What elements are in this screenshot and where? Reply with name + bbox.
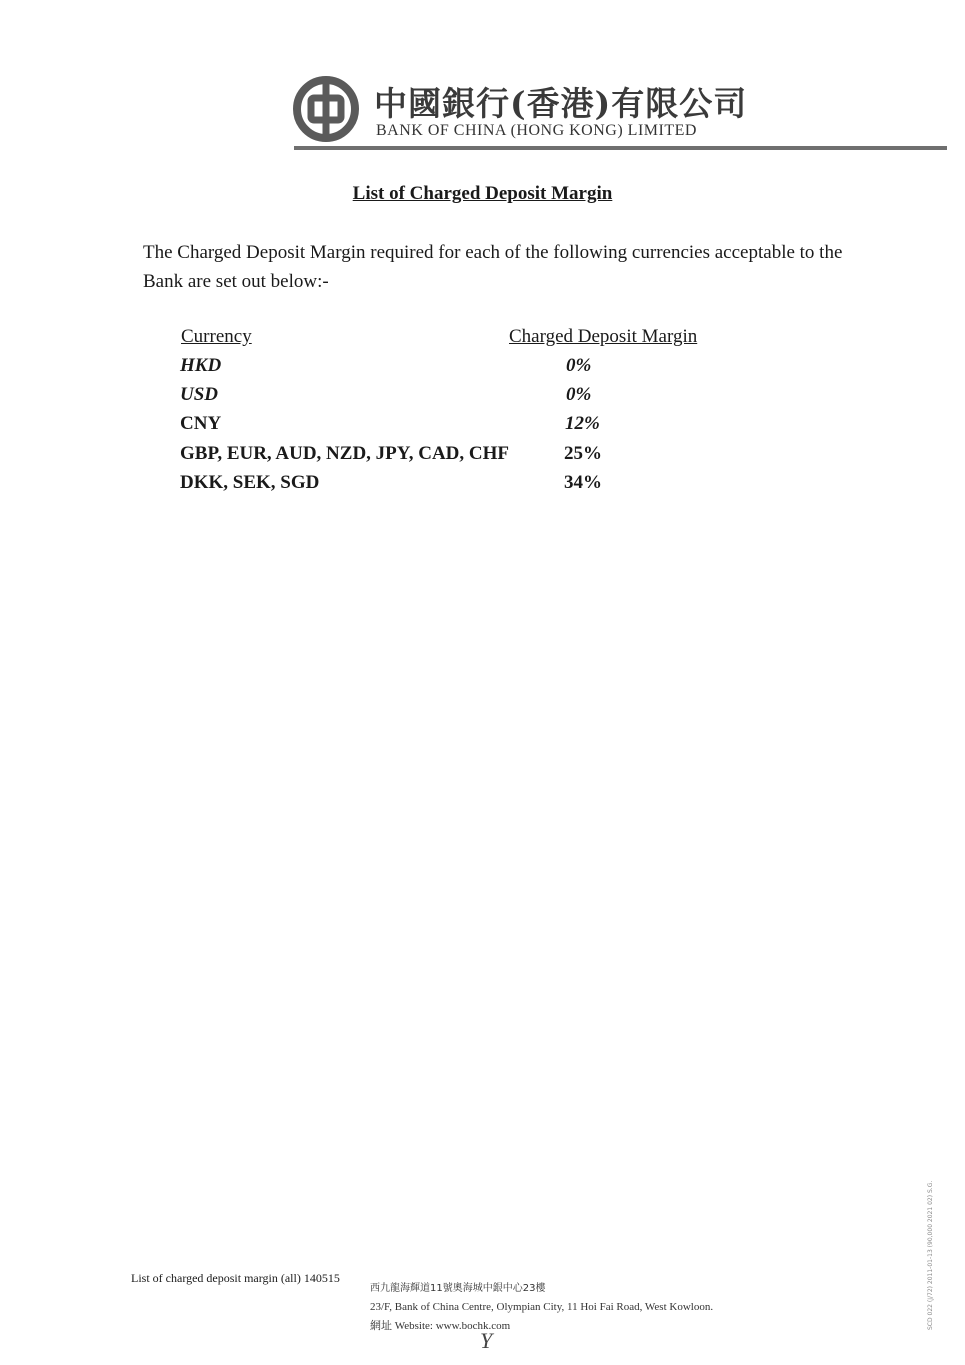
side-print-code: SCD 022 (J/72) 2011-01-13 (90,000 2021 02) S.G. (927, 1180, 934, 1330)
table-row (0, 384, 965, 413)
bank-name-chinese: 中國銀行(香港)有限公司 (374, 84, 748, 123)
address-chinese: 西九龍海輝道11號奧海城中銀中心23樓 (370, 1283, 546, 1294)
margin-cell: 0% (566, 384, 592, 405)
bank-of-china-logo-icon (293, 76, 359, 142)
currency-cell: USD (180, 384, 219, 405)
currency-cell: GBP, EUR, AUD, NZD, JPY, CAD, CHF (180, 443, 510, 464)
table-row (0, 413, 965, 442)
currency-cell: CNY (180, 413, 222, 434)
margin-cell: 25% (564, 443, 602, 464)
margin-cell: 12% (565, 413, 600, 434)
table-row (0, 355, 965, 384)
handwritten-initial: Y (480, 1328, 493, 1353)
intro-paragraph: The Charged Deposit Margin required for each of the following currencies acceptable to the Bank are set out below:- (143, 242, 843, 292)
website-link[interactable]: 網址 Website: www.bochk.com (370, 1320, 511, 1332)
address-english: 23/F, Bank of China Centre, Olympian City, 11 Hoi Fai Road, West Kowloon. (370, 1301, 714, 1313)
column-header-margin: Charged Deposit Margin (509, 326, 698, 347)
currency-cell: DKK, SEK, SGD (180, 472, 320, 493)
header-divider (294, 146, 947, 150)
table-row (0, 443, 965, 472)
document-reference: List of charged deposit margin (all) 140515 (131, 1271, 340, 1285)
document-title: List of Charged Deposit Margin (352, 183, 613, 204)
table-row (0, 472, 965, 501)
margin-cell: 34% (564, 472, 602, 493)
currency-cell: HKD (180, 355, 222, 376)
footer-address (370, 1279, 713, 1336)
margin-cell: 0% (566, 355, 592, 376)
column-header-currency: Currency (181, 326, 252, 347)
bank-name-english: BANK OF CHINA (HONG KONG) LIMITED (376, 122, 697, 139)
